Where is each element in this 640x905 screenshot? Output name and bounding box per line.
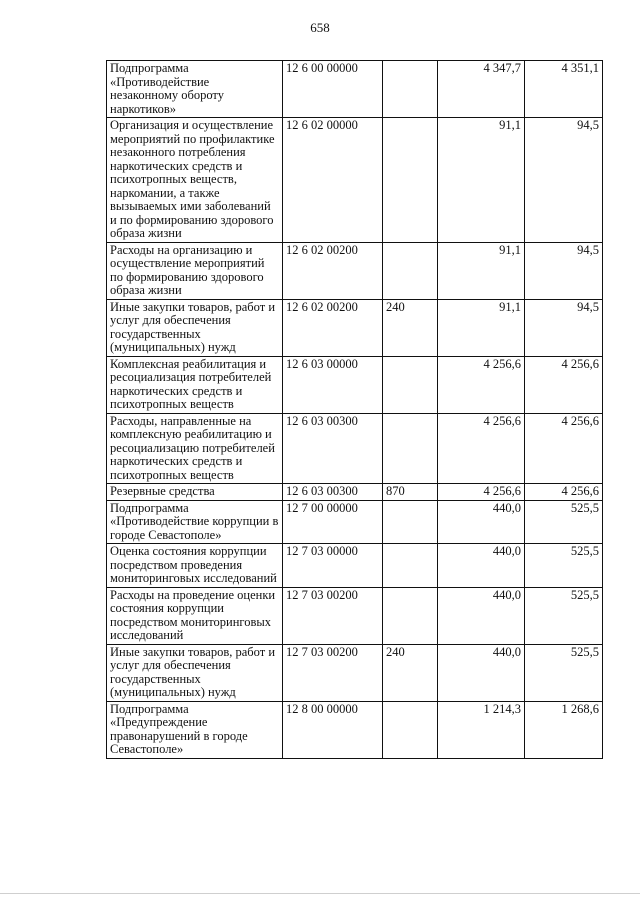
row-type bbox=[383, 544, 438, 588]
row-value-2: 94,5 bbox=[525, 242, 603, 299]
row-code: 12 8 00 00000 bbox=[283, 701, 383, 758]
table-row bbox=[107, 701, 603, 758]
row-value-2: 4 256,6 bbox=[525, 356, 603, 413]
row-type bbox=[383, 242, 438, 299]
row-code: 12 7 00 00000 bbox=[283, 500, 383, 544]
row-value-2: 94,5 bbox=[525, 299, 603, 356]
table-row bbox=[107, 544, 603, 588]
row-name: Подпрограмма «Противодействие коррупции в городе Севастополе» bbox=[107, 500, 283, 544]
row-value-1: 4 256,6 bbox=[438, 484, 525, 501]
row-value-2: 525,5 bbox=[525, 644, 603, 701]
budget-table bbox=[106, 60, 603, 759]
row-code: 12 6 02 00200 bbox=[283, 299, 383, 356]
row-type bbox=[383, 413, 438, 484]
row-value-1: 1 214,3 bbox=[438, 701, 525, 758]
row-name: Иные закупки товаров, работ и услуг для обеспечения государственных (муниципальных) нужд bbox=[107, 644, 283, 701]
row-name: Иные закупки товаров, работ и услуг для обеспечения государственных (муниципальных) нужд bbox=[107, 299, 283, 356]
row-value-1: 4 256,6 bbox=[438, 356, 525, 413]
row-type bbox=[383, 701, 438, 758]
row-type: 870 bbox=[383, 484, 438, 501]
row-type bbox=[383, 500, 438, 544]
table-row bbox=[107, 500, 603, 544]
row-name: Резервные средства bbox=[107, 484, 283, 501]
table-row bbox=[107, 61, 603, 118]
row-code: 12 6 03 00300 bbox=[283, 413, 383, 484]
row-value-1: 440,0 bbox=[438, 644, 525, 701]
budget-table-body bbox=[107, 61, 603, 759]
row-name: Подпрограмма «Предупреждение правонарушений в городе Севастополе» bbox=[107, 701, 283, 758]
row-name: Подпрограмма «Противодействие незаконному обороту наркотиков» bbox=[107, 61, 283, 118]
row-value-1: 4 347,7 bbox=[438, 61, 525, 118]
table-row bbox=[107, 484, 603, 501]
row-code: 12 6 02 00000 bbox=[283, 118, 383, 243]
row-value-1: 440,0 bbox=[438, 544, 525, 588]
row-name: Организация и осуществление мероприятий по профилактике незаконного потребления наркотических средств и психотропных веществ, наркомании, а также вызываемых ими заболеваний и по формированию здорового образа жизни bbox=[107, 118, 283, 243]
row-name: Расходы на организацию и осуществление мероприятий по формированию здорового образа жизни bbox=[107, 242, 283, 299]
row-value-1: 91,1 bbox=[438, 118, 525, 243]
row-code: 12 7 03 00000 bbox=[283, 544, 383, 588]
row-value-2: 525,5 bbox=[525, 544, 603, 588]
table-row bbox=[107, 118, 603, 243]
row-value-2: 4 256,6 bbox=[525, 413, 603, 484]
row-name: Комплексная реабилитация и ресоциализация потребителей наркотических средств и психотропных веществ bbox=[107, 356, 283, 413]
row-code: 12 6 03 00000 bbox=[283, 356, 383, 413]
table-row bbox=[107, 587, 603, 644]
row-type bbox=[383, 61, 438, 118]
row-code: 12 7 03 00200 bbox=[283, 587, 383, 644]
row-code: 12 6 00 00000 bbox=[283, 61, 383, 118]
row-value-2: 4 351,1 bbox=[525, 61, 603, 118]
row-value-2: 4 256,6 bbox=[525, 484, 603, 501]
row-value-1: 91,1 bbox=[438, 242, 525, 299]
row-value-2: 94,5 bbox=[525, 118, 603, 243]
row-value-2: 525,5 bbox=[525, 587, 603, 644]
row-name: Расходы, направленные на комплексную реабилитацию и ресоциализацию потребителей наркотических средств и психотропных веществ bbox=[107, 413, 283, 484]
table-row bbox=[107, 299, 603, 356]
table-row bbox=[107, 356, 603, 413]
row-code: 12 6 03 00300 bbox=[283, 484, 383, 501]
scan-edge-line bbox=[0, 893, 640, 894]
row-code: 12 7 03 00200 bbox=[283, 644, 383, 701]
row-type: 240 bbox=[383, 299, 438, 356]
table-row bbox=[107, 413, 603, 484]
row-value-1: 91,1 bbox=[438, 299, 525, 356]
row-value-2: 1 268,6 bbox=[525, 701, 603, 758]
row-type bbox=[383, 356, 438, 413]
row-value-1: 440,0 bbox=[438, 500, 525, 544]
row-value-1: 4 256,6 bbox=[438, 413, 525, 484]
row-type bbox=[383, 118, 438, 243]
table-row bbox=[107, 242, 603, 299]
row-name: Оценка состояния коррупции посредством проведения мониторинговых исследований bbox=[107, 544, 283, 588]
row-code: 12 6 02 00200 bbox=[283, 242, 383, 299]
row-value-1: 440,0 bbox=[438, 587, 525, 644]
row-name: Расходы на проведение оценки состояния коррупции посредством мониторинговых исследований bbox=[107, 587, 283, 644]
row-type bbox=[383, 587, 438, 644]
row-value-2: 525,5 bbox=[525, 500, 603, 544]
table-row bbox=[107, 644, 603, 701]
row-type: 240 bbox=[383, 644, 438, 701]
page-number: 658 bbox=[310, 20, 330, 35]
